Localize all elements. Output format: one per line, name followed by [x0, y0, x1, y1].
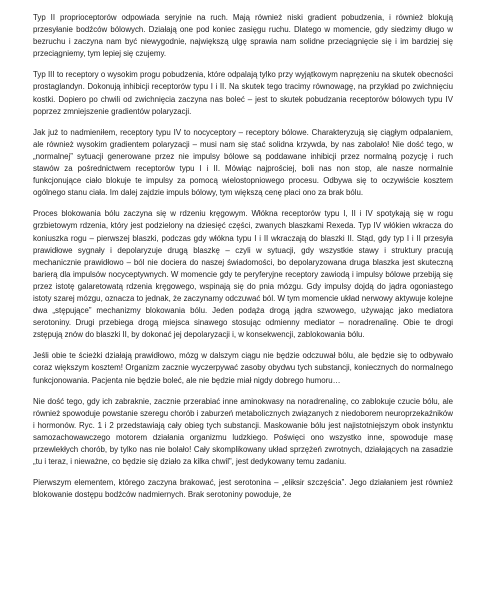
- document-page: [33, 12, 453, 598]
- paragraph-receptor-type-3: Typ III to receptory o wysokim progu pobudzenia, które odpalają tylko przy wyjątkowym napręzeniu na skutek obecności prostaglandyn. Dokonują inhibicji receptorów typu I i II. Na skutek tego tracimy równowagę, na przykład po zwichnięciu kostki. Dopiero po chwili od zwichnięcia zaczyna nas boleć – jest to skutek pobudzania receptorów bólowych typu IV poprzez zmniejszenie gradientów polaryzacji.: [33, 70, 453, 116]
- paragraph-pathways-cost: Jeśli obie te ścieżki działają prawidłowo, mózg w dalszym ciągu nie będzie odczuwał bólu, ale będzie się to odbywało coraz większym kosztem! Organizm zacznie wyczerpywać zasoby obydwu tych substancji, koniecznych do normalnego funkcjonowania. Pacjenta nie będzie boleć, ale nie będzie miał nigdy dobrego humoru…: [33, 351, 453, 385]
- paragraph-receptor-type-4: Jak już to nadmieniłem, receptory typu IV to nocyceptory – receptory bólowe. Charakteryzują się ciągłym odpalaniem, ale również wysokim gradientem polaryzacji – musi nam się stać solidna krzywda, by nas zabolało! Nie dość tego, w „normalnej” sytuacji generowane przez nie impulsy bólowe są poddawane inhibicji przez normalną pozycję i ruch stawów za pośrednictwem receptorów typu I i II. Mówiąc najprościej, boli nas non stop, ale nasze normalnie funkcjonujące ciało blokuje te impulsy za pomocą wielostopniowego procesu. Odbywa się to oczywiście kosztem ogólnego stanu ciała. Im dalej zajdzie impuls bólowy, tym większą cenę płaci ono za brak bólu.: [33, 127, 453, 198]
- paragraph-pain-blocking-process: Proces blokowania bólu zaczyna się w rdzeniu kręgowym. Włókna receptorów typu I, II i IV spotykają się w rogu grzbietowym rdzenia, który jest podzielony na dziesięć części, zwanych blaszkami Rexeda. Typ IV włókien wkracza do koniuszka rogu – pierwszej blaszki, podczas gdy włókna typu I i II wkraczają do blaszki II. Stąd, gdy typ I i II przesyła prawidłowe sygnały i depolaryzuje drugą blaszkę – czyli w sytuacji, gdy wszystkie stawy i struktury pracują mechanicznie prawidłowo – ból nie dociera do naszej świadomości, bo depolaryzowana druga blaszka jest skuteczną barierą dla impulsów nocyceptywnych. W momencie gdy te peryferyjne receptory zawiodą i impulsy bólowe przebiją się przez istotę galaretowatą rdzenia kręgowego, wspinają się do pnia mózgu. Gdy impulsy dojdą do jądra ogoniastego istoty szarej mózgu, oznacza to jednak, że zaczynamy odczuwać ból. W tym momencie układ nerwowy aktywuje kolejne dwa „stępujące” mechanizmy blokowania bólu. Jeden podąża drogą jądra szwowego, używając jako mediatora serotoniny. Drugi przebiega drogą miejsca sinawego stosując odmienny mediator – noradrenalinę. Obie te drogi zstępują znów do blaszki II, by dokonać jej depolaryzacji i, w konsekwencji, zablokowania bólu.: [33, 209, 453, 340]
- paragraph-proprioceptor-type-2: Typ II proprioceptorów odpowiada seryjnie na ruch. Mają również niski gradient pobudzenia, i również blokują przesyłanie bodźców bólowych. Działają one pod koniec zasięgu ruchu. Dlatego w momencie, gdy siedzimy długo w bezruchu i zaczyna nam być niewygodnie, największą ulgę sprawia nam solidne przeciągnięcie się i im bardziej się przeciągniemy, tym lepiej się czujemy.: [33, 13, 453, 59]
- paragraph-neurotransmitter-deficit: Nie dość tego, gdy ich zabraknie, zacznie przerabiać inne aminokwasy na noradrenalinę, co zablokuje czucie bólu, ale również spowoduje powstanie szeregu chorób i zaburzeń metabolicznych związanych z niedoborem neuroprzekaźników i hormonów. Ryc. 1 i 2 przedstawiają cały obieg tych substancji. Maskowanie bólu jest najistotniejszym obok instynktu samozachowawczego motorem działania organizmu ludzkiego. Poświęci ono wszystko inne, spowoduje masę przewlekłych chorób, by tylko nas nie bolało! Cały skomplikowany układ sprzężeń zwrotnych, działających na zasadzie „tu i teraz, i nieważne, co będzie się działo za kilka chwil”, jest dedykowany temu zadaniu.: [33, 396, 453, 467]
- paragraph-serotonin: Pierwszym elementem, którego zaczyna brakować, jest serotonina – „eliksir szczęścia”. Jego działaniem jest również blokowanie dostępu bodźców nadmiernych. Brak serotoniny powoduje, że: [33, 478, 453, 500]
